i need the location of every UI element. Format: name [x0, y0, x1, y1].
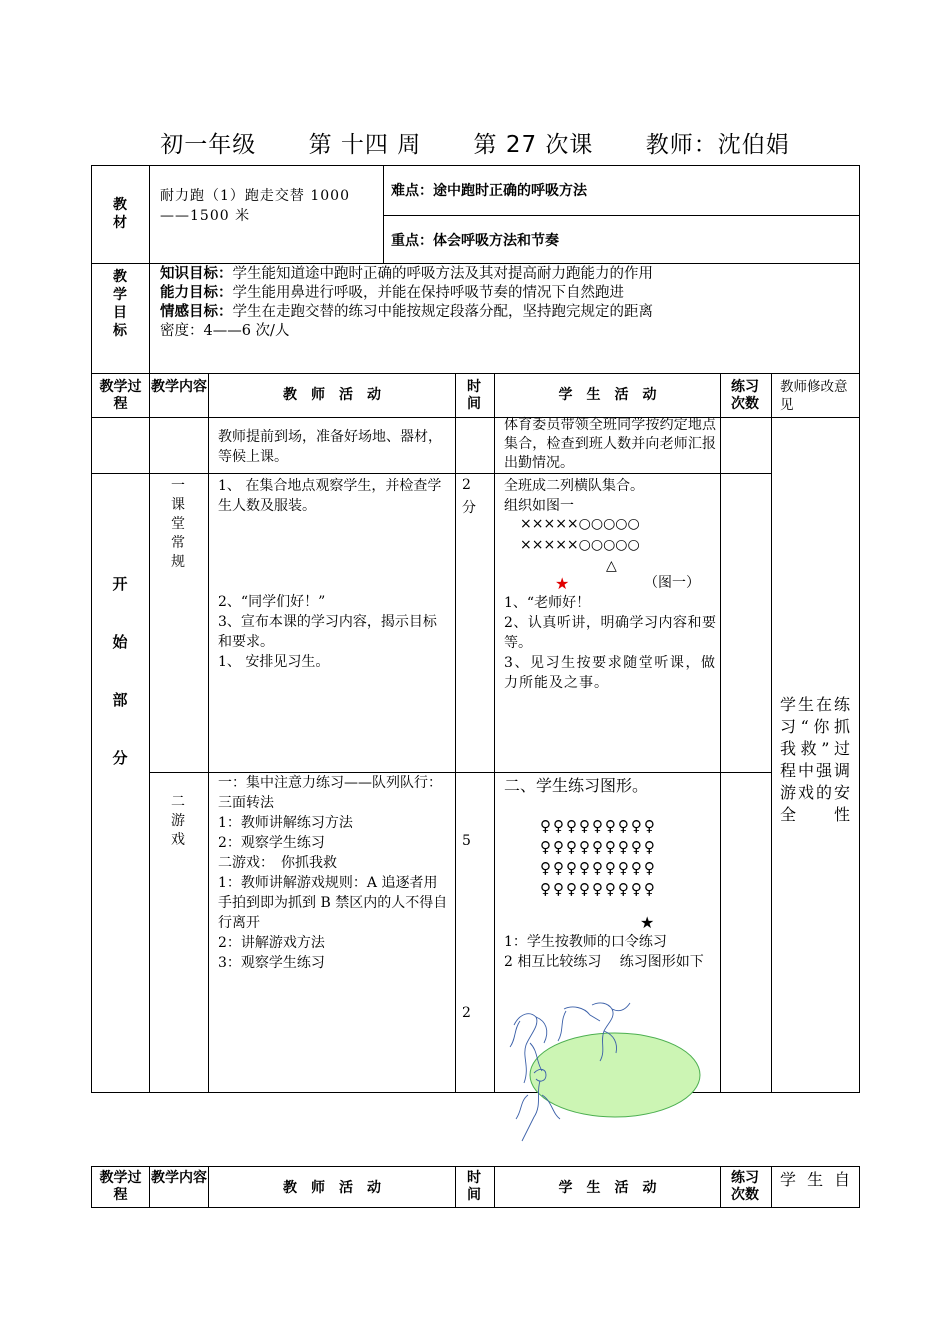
page-title	[0, 126, 950, 159]
routine-time: 2 分	[462, 477, 476, 516]
knowledge-objective: 知识目标：学生能知道途中跑时正确的呼吸方法及其对提高耐力跑能力的作用	[160, 266, 653, 282]
teacher-triangle: △	[606, 558, 617, 574]
field-illustration	[500, 995, 730, 1150]
header-time: 时间	[467, 379, 481, 412]
routine-student-rest	[504, 593, 716, 693]
key-point	[391, 231, 559, 251]
header-teacher-activity: 教 师 活 动	[283, 387, 381, 403]
girls-row-4: ♀♀♀♀♀♀♀♀♀	[540, 880, 657, 898]
game-student-1: 1：学生按教师的口令练习	[504, 934, 667, 950]
routine-student-2: 组织如图一	[504, 498, 574, 514]
game-time-1: 5	[462, 833, 471, 849]
week: 第 十四 周	[308, 132, 422, 158]
footer-remark: 学 生 自	[780, 1170, 854, 1189]
section-start-label: 开始部分	[112, 575, 128, 767]
game-student	[504, 932, 716, 972]
routine-student-3: 1、“老师好！	[504, 595, 591, 611]
footer-student-activity: 学 生 活 动	[558, 1180, 657, 1196]
game-label: 二游戏	[171, 794, 185, 848]
difficulty-label: 难点：	[391, 183, 433, 199]
material-content: 耐力跑（1）跑走交替 1000——1500 米	[160, 188, 350, 224]
routine-label: 一课堂常规	[171, 478, 185, 570]
pre-teacher: 教师提前到场，准备好场地、器材，等候上课。	[218, 429, 442, 465]
header-remark: 教师修改意见	[780, 379, 848, 413]
black-star-icon: ★	[640, 913, 655, 932]
game-teacher-7: 3：观察学生练习	[218, 955, 325, 971]
game-teacher	[218, 773, 448, 973]
footer-process: 教学过程	[99, 1170, 142, 1203]
header-process: 教学过程	[99, 379, 142, 412]
routine-teacher	[218, 476, 450, 516]
grade: 初一年级	[160, 132, 257, 158]
routine-teacher-3: 3、宣布本课的学习内容，揭示目标和要求。	[218, 614, 437, 650]
routine-teacher-1: 1、 在集合地点观察学生，并检查学生人数及服装。	[218, 478, 442, 514]
red-star-icon: ★	[555, 574, 570, 593]
density: 密度：4——6 次/人	[160, 323, 290, 339]
routine-student-4: 2、认真听讲，明确学习内容和要等。	[504, 615, 716, 651]
footer-count: 练习次数	[731, 1170, 759, 1203]
pre-student: 体育委员带领全班同学按约定地点集合，检查到班人数并向老师汇报出勤情况。	[504, 417, 716, 471]
routine-teacher-rest	[218, 592, 450, 672]
girls-row-1: ♀♀♀♀♀♀♀♀♀	[540, 817, 657, 835]
footer-time: 时间	[467, 1170, 481, 1203]
key-text: 体会呼吸方法和节奏	[433, 233, 559, 249]
girls-row-3: ♀♀♀♀♀♀♀♀♀	[540, 859, 657, 877]
teacher-name: 教师：沈伯娟	[645, 132, 790, 158]
girls-row-2: ♀♀♀♀♀♀♀♀♀	[540, 838, 657, 856]
objectives-label: 教学目标	[113, 269, 127, 339]
difficulty	[391, 181, 587, 201]
game-student-2: 2 相互比较练习 练习图形如下	[504, 954, 704, 970]
objectives-text	[160, 265, 855, 341]
figure-label: （图一）	[644, 575, 700, 591]
game-teacher-2: 1：教师讲解练习方法	[218, 815, 353, 831]
play-area-ellipse	[530, 1033, 700, 1117]
game-teacher-1: 一：集中注意力练习——队列队行：三面转法	[218, 775, 442, 811]
key-label: 重点：	[391, 233, 433, 249]
game-time-2: 2	[462, 1005, 471, 1021]
difficulty-text: 途中跑时正确的呼吸方法	[433, 183, 587, 199]
game-teacher-6: 2：讲解游戏方法	[218, 935, 325, 951]
formation-row-1: ×××××○○○○○	[520, 516, 640, 532]
game-student-title: 二、学生练习图形。	[504, 776, 649, 795]
formation-row-2: ×××××○○○○○	[520, 537, 640, 553]
emotion-objective: 情感目标：学生在走跑交替的练习中能按规定段落分配，坚持跑完规定的距离	[160, 304, 653, 320]
footer-teacher-activity: 教 师 活 动	[283, 1180, 381, 1196]
header-student-activity: 学 生 活 动	[558, 387, 657, 403]
routine-teacher-4: 1、 安排见习生。	[218, 654, 330, 670]
remark-text: 学生在练习“你抓我救”过程中强调游戏的安全性	[780, 695, 853, 824]
routine-student-5: 3、见习生按要求随堂听课，做力所能及之事。	[504, 655, 716, 691]
routine-student-1: 全班成二列横队集合。	[504, 478, 644, 494]
routine-student	[504, 476, 716, 516]
routine-teacher-2: 2、“同学们好！”	[218, 594, 326, 610]
game-teacher-4: 二游戏： 你抓我救	[218, 855, 337, 871]
material-label: 教材	[113, 197, 127, 231]
header-content: 教学内容	[151, 379, 207, 395]
footer-content: 教学内容	[151, 1170, 207, 1186]
game-teacher-3: 2：观察学生练习	[218, 835, 325, 851]
ability-objective: 能力目标：学生能用鼻进行呼吸，并能在保持呼吸节奏的情况下自然跑进	[160, 285, 624, 301]
header-count: 练习次数	[731, 379, 759, 412]
game-teacher-5: 1：教师讲解游戏规则：A 追逐者用手拍到即为抓到 B 禁区内的人不得自行离开	[218, 875, 448, 931]
lesson: 第 27 次课	[473, 132, 594, 158]
